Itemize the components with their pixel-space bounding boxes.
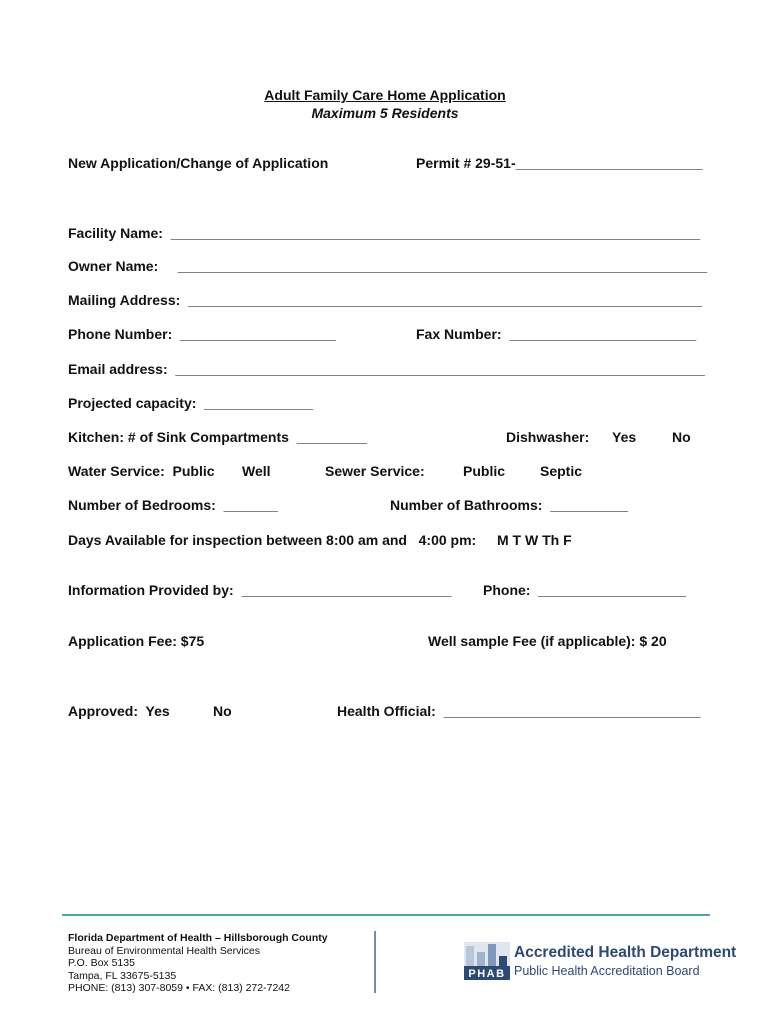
dishwasher-yes-option[interactable]: Yes — [612, 429, 637, 445]
health-official-field[interactable]: Health Official: _________________________________ — [337, 703, 701, 719]
footer-divider — [62, 914, 710, 916]
permit-field[interactable]: Permit # 29-51-________________________ — [416, 155, 703, 171]
footer-org: Florida Department of Health – Hillsborough County — [68, 932, 328, 944]
sewer-septic-option[interactable]: Septic — [540, 463, 583, 479]
form-title: Adult Family Care Home Application — [264, 87, 506, 103]
kitchen-sink-field[interactable]: Kitchen: # of Sink Compartments _________ — [68, 429, 367, 445]
phone-number-field[interactable]: Phone Number: ____________________ — [68, 326, 336, 342]
logo-title: Accredited Health Department — [514, 944, 737, 961]
footer-po-box: P.O. Box 5135 — [68, 957, 135, 969]
sewer-public-option[interactable]: Public — [463, 463, 506, 479]
logo-subtitle: Public Health Accreditation Board — [514, 964, 700, 978]
well-sample-fee-label: Well sample Fee (if applicable): $ 20 — [428, 633, 667, 649]
projected-capacity-field[interactable]: Projected capacity: ______________ — [68, 395, 314, 411]
phab-logo — [464, 940, 737, 982]
water-service-public-option[interactable]: Water Service: Public — [68, 463, 215, 479]
info-phone-field[interactable]: Phone: ___________________ — [483, 582, 687, 598]
footer-vertical-divider — [374, 931, 376, 993]
approved-yes-option[interactable]: Approved: Yes — [68, 703, 170, 719]
owner-name-field[interactable]: Owner Name: ____________________________________________________________________ — [68, 258, 708, 274]
approved-no-option[interactable]: No — [213, 703, 232, 719]
footer-city: Tampa, FL 33675-5135 — [68, 969, 177, 982]
email-field[interactable]: Email address: ____________________________________________________________________ — [68, 361, 705, 377]
days-options[interactable]: M T W Th F — [497, 532, 572, 548]
new-application-label: New Application/Change of Application — [68, 155, 329, 171]
phab-logo-icon — [464, 940, 510, 982]
sewer-service-label: Sewer Service: — [325, 463, 425, 479]
dishwasher-label: Dishwasher: — [506, 429, 590, 445]
footer-address — [68, 932, 328, 995]
bathrooms-field[interactable]: Number of Bathrooms: __________ — [390, 497, 629, 513]
phab-mark-text: PHAB — [468, 968, 506, 980]
water-service-well-option[interactable]: Well — [242, 463, 271, 479]
application-fee-label: Application Fee: $75 — [68, 633, 205, 649]
info-provided-field[interactable]: Information Provided by: ___________________________ — [68, 582, 452, 598]
bedrooms-field[interactable]: Number of Bedrooms: _______ — [68, 497, 279, 513]
facility-name-field[interactable]: Facility Name: ____________________________________________________________________ — [68, 225, 701, 241]
footer-contact: PHONE: (813) 307-8059 • FAX: (813) 272-7242 — [68, 982, 290, 994]
form-subtitle: Maximum 5 Residents — [311, 105, 459, 121]
days-available-label: Days Available for inspection between 8:00 am and 4:00 pm: — [68, 532, 477, 548]
dishwasher-no-option[interactable]: No — [672, 429, 691, 445]
mailing-address-field[interactable]: Mailing Address: __________________________________________________________________ — [68, 292, 702, 308]
fax-number-field[interactable]: Fax Number: ________________________ — [416, 326, 697, 342]
footer-bureau: Bureau of Environmental Health Services — [68, 944, 261, 957]
